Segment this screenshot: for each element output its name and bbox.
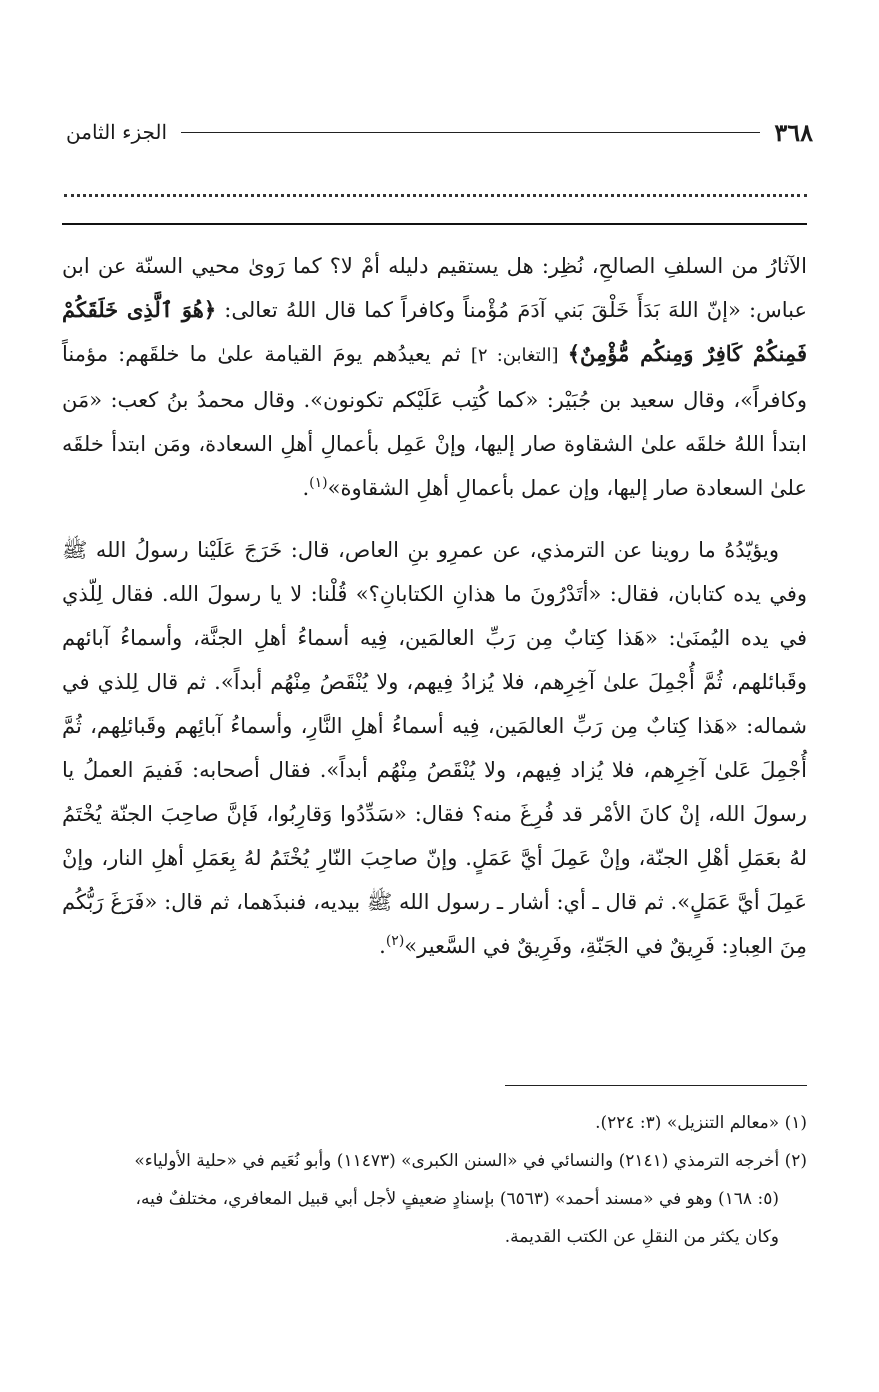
footnotes (64, 1104, 807, 1256)
main-text (62, 244, 807, 968)
footnote-rule (505, 1085, 807, 1086)
part-title: الجزء الثامن (66, 120, 168, 144)
quran-verse: ﴿هُوَ ٱلَّذِى خَلَقَكُمْ فَمِنكُمْ كَافِرٌ وَمِنكُم مُّؤْمِنٌ﴾ (62, 297, 808, 366)
para1-text-end: ثم يعيدُهم يومَ القيامة علىٰ ما خلقَهم: مؤمناً وكافراً»، وقال سعيد بن جُبَيْر: «كما كُتِب عَلَيْكم تكونون». وقال محمدُ بنُ كعب: «مَن ابتدأ اللهُ خلقَه علىٰ الشقاوة صار إليها، وإنْ عَمِل بأعمالِ أهلِ السعادة، ومَن ابتدأ خلقَه علىٰ السعادة صار إليها، وإن عمل بأعمالِ أهلِ الشقاوة» (62, 342, 807, 500)
para1-text-start: الآثارُ من السلفِ الصالحِ، نُظِر: هل يستقيم دليله أمْ لا؟ كما رَوىٰ محيي السنّة عن ابن عباس: «إنّ اللهَ بَدَأَ خَلْقَ بَني آدَمَ مُؤْمناً وكافراً كما قال اللهُ تعالى: (62, 254, 807, 322)
footnote-1: (١) «معالم التنزيل» (٣: ٢٢٤). (595, 1113, 807, 1133)
footnote-2-line-1: (٢) أخرجه الترمذي (٢١٤١) والنسائي في «السنن الكبرى» (١١٤٧٣) وأبو نُعَيم في «حلية الأولياء» (134, 1151, 807, 1171)
footnote-2-line-2: (٥: ١٦٨) وهو في «مسند أحمد» (٦٥٦٣) بإسنادٍ ضعيفٍ لأجل أبي قبيل المعافري، مختلفٌ فيه، (135, 1189, 779, 1209)
footnote-marker-2[interactable]: (٢) (385, 933, 405, 949)
dotted-separator (64, 186, 807, 197)
paragraph-1 (62, 244, 807, 510)
footnote-marker-1[interactable]: (١) (309, 475, 328, 491)
footnote-2-line-3: وكان يكثر من النقلِ عن الكتب القديمة. (504, 1227, 779, 1247)
para2-text: ويؤيّدُهُ ما روينا عن الترمذي، عن عمرِو بنِ العاص، قال: خَرَجَ عَلَيْنا رسولُ الله ﷺ وفي يده كتابان، فقال: «أتَدْرُونَ ما هذانِ الكتابانِ؟» قُلْنا: لا يا رسولَ الله. فقال لِلّذي في يده اليُمنَىٰ: «هَذا كِتابٌ مِن رَبِّ العالمَين، فِيه أسماءُ أهلِ الجنَّة، وأسماءُ آبائهم وقَبائلهم، ثُمَّ أُجْمِلَ علىٰ آخِرِهم، فلا يُزادُ فِيهم، ولا يُنْقَصُ مِنْهُم أبداً». ثم قال لِلذي في شماله: «هَذا كِتابٌ مِن رَبِّ العالمَين، فِيه أسماءُ أهلِ النَّارِ، وأسماءُ آبائِهم وقَبائلِهم، ثُمَّ أُجْمِلَ عَلىٰ آخِرِهم، فلا يُزاد فِيهم، ولا يُنْقَصُ مِنْهُم أبداً». فقال أصحابه: فَفيمَ العملُ يا رسولَ الله، إنْ كانَ الأمْر قد فُرِغَ منه؟ فقال: «سَدِّدُوا وَقارِبُوا، فَإنَّ صاحِبَ الجنّة يُخْتَمُ لهُ بعَمَلِ أهْلِ الجنّة، وإنْ عَمِلَ أيَّ عَمَلٍ. وإنّ صاحِبَ النّارِ يُخْتَمُ لهُ بِعَمَلِ أهلِ النار، وإنْ عَمِلَ أيَّ عَمَلٍ». ثم قال ـ أي: أشار ـ رسول الله ﷺ بيديه، فنبذَهما، ثم قال: «فَرَغَ رَبُّكُم مِنَ العِبادِ: فَرِيقٌ في الجَنّةِ، وفَرِيقٌ في السَّعير» (62, 538, 807, 958)
verse-reference: [التغابن: ٢] (470, 345, 568, 366)
page-number: ٣٦٨ (774, 117, 813, 147)
para1-period: . (302, 476, 310, 500)
top-rule (62, 223, 807, 225)
header-rule (181, 132, 760, 133)
paragraph-2 (62, 528, 807, 968)
para2-period: . (379, 934, 386, 958)
running-header (66, 112, 813, 152)
